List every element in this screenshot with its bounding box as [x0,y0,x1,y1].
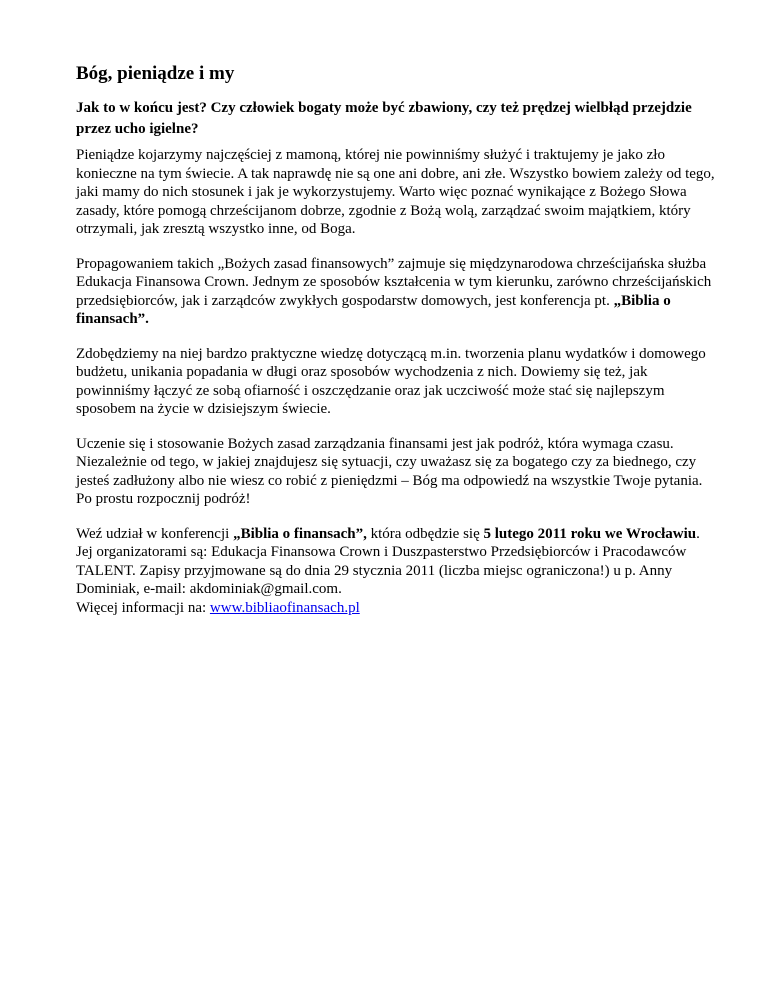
invitation-date-place: 5 lutego 2011 roku we Wrocławiu [483,525,697,542]
invitation-event-name: „Biblia o finansach”, [233,525,367,542]
document-page [76,62,716,633]
lead-question: Jak to w końcu jest? Czy człowiek bogaty może być zbawiony, czy też prędzej wielbłąd przejdzie przez ucho igielne? [76,100,692,137]
paragraph-invitation [76,525,716,618]
conference-name-bold: „Biblia o finansach”. [76,292,671,327]
invitation-mid: która odbędzie się [366,525,484,542]
invitation-rest: . Jej organizatorami są: Edukacja Finansowa Crown i Duszpasterstwo Przedsiębiorców i Pracodawców TALENT. Zapisy przyjmowane są do dnia 29 stycznia 2011 (liczba miejsc ograniczona!) u p. Anny Dominiak, e-mail: akdominiak@gmail.com. [76,525,700,597]
paragraph-journey: Uczenie się i stosowanie Bożych zasad zarządzania finansami jest jak podróż, która wymaga czasu. Niezależnie od tego, w jakiej znajdujesz się sytuacji, czy uważasz się za bogatego czy za biednego, czy jesteś zadłużony albo nie wiesz co robić z pieniędzmi – Bóg ma odpowiedź na wszystkie Twoje pytania. Po prostu rozpocznij podróż! [76,435,703,507]
invitation-intro: Weź udział w konferencji [76,525,234,542]
document-title: Bóg, pieniądze i my [76,63,235,84]
paragraph-crown-text: Propagowaniem takich „Bożych zasad finansowych” zajmuje się międzynarodowa chrześcijańska służba Edukacja Finansowa Crown. Jednym ze sposobów kształcenia w tym kierunku, zarówno chrześcijańskich przedsiębiorców, jak i zarządców zwykłych gospodarstw domowych, jest konferencja pt. [76,255,712,309]
paragraph-crown-service [76,255,716,329]
more-info-label: Więcej informacji na: [76,599,210,616]
paragraph-intro: Pieniądze kojarzymy najczęściej z mamoną, której nie powinniśmy służyć i traktujemy je jako zło konieczne na tym świecie. A tak naprawdę nie są one ani dobre, ani złe. Wszystko bowiem zależy od tego, jaki mamy do nich stosunek i jak je wykorzystujemy. Warto więc poznać wynikające z Bożego Słowa zasady, które pomogą chrześcijanom dobrze, zgodnie z Bożą wolą, zarządzać swoim majątkiem, który otrzymali, jak zresztą wszystko inne, od Boga. [76,147,715,237]
website-link[interactable]: www.bibliaofinansach.pl [209,599,360,616]
paragraph-learning: Zdobędziemy na niej bardzo praktyczne wiedzę dotyczącą m.in. tworzenia planu wydatków i domowego budżetu, unikania popadania w długi oraz sposobów wychodzenia z nich. Dowiemy się też, jak powinniśmy łączyć ze sobą ofiarność i oszczędzanie oraz jak uczciwość może stać się najlepszym sposobem na życie w dzisiejszym świecie. [76,345,706,417]
